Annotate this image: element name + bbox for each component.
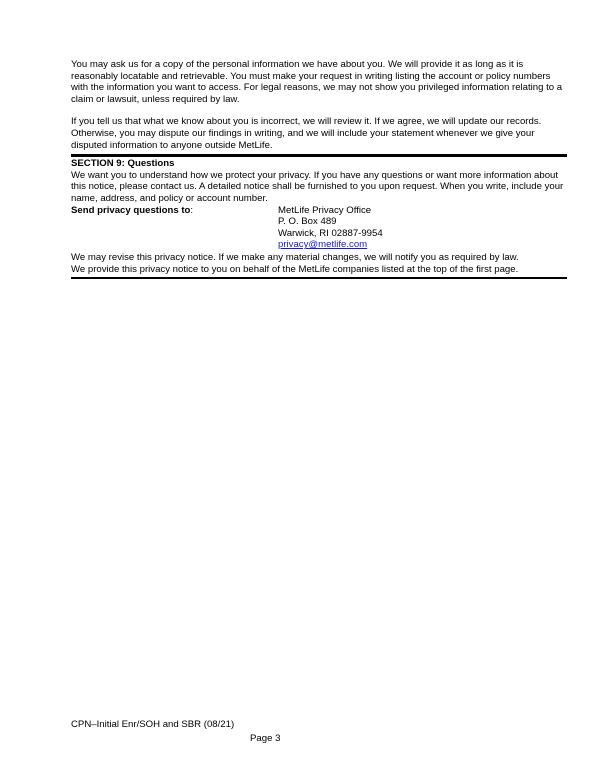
access-paragraph: You may ask us for a copy of the personal information we have about you. We will provide it as long as it is reasonably locatable and retrievable. You must make your request in writing listing the account or policy numbers with the information you want to access. For legal reasons, we may not show you privileged information relating to a claim or lawsuit, unless required by law. <box>71 59 563 105</box>
address-line-city: Warwick, RI 02887-9954 <box>278 227 383 239</box>
address-line-box: P. O. Box 489 <box>278 216 337 228</box>
page-number: Page 3 <box>250 733 281 744</box>
document-body <box>71 59 567 279</box>
contact-label <box>71 205 278 251</box>
revise-notice-line1: We may revise this privacy notice. If we make any material changes, we will notify you as required by law. <box>71 251 519 263</box>
privacy-email-link[interactable]: privacy@metlife.com <box>278 239 368 251</box>
contact-label-text: Send privacy questions to <box>71 204 191 216</box>
section-heading: SECTION 9: Questions <box>71 158 175 170</box>
bottom-divider <box>71 277 567 279</box>
revise-notice-line2: We provide this privacy notice to you on behalf of the MetLife companies listed at the top of the first page. <box>71 263 519 275</box>
form-code: CPN–Initial Enr/SOH and SBR (08/21) <box>71 719 235 730</box>
mailing-address <box>278 205 383 251</box>
questions-intro: We want you to understand how we protect your privacy. If you have any questions or want more information about this notice, please contact us. A detailed notice shall be furnished to you upon request. When you write, include your name, address, and policy or account number. <box>71 169 564 204</box>
contact-block <box>71 205 567 251</box>
correction-paragraph: If you tell us that what we know about you is incorrect, we will review it. If we agree, we will update our records. Otherwise, you may dispute our findings in writing, and we will include your statement whenever we give your disputed information to anyone outside MetLife. <box>71 116 542 151</box>
section-divider <box>71 154 567 157</box>
address-line-office: MetLife Privacy Office <box>278 204 372 216</box>
contact-label-colon: : <box>190 204 194 216</box>
